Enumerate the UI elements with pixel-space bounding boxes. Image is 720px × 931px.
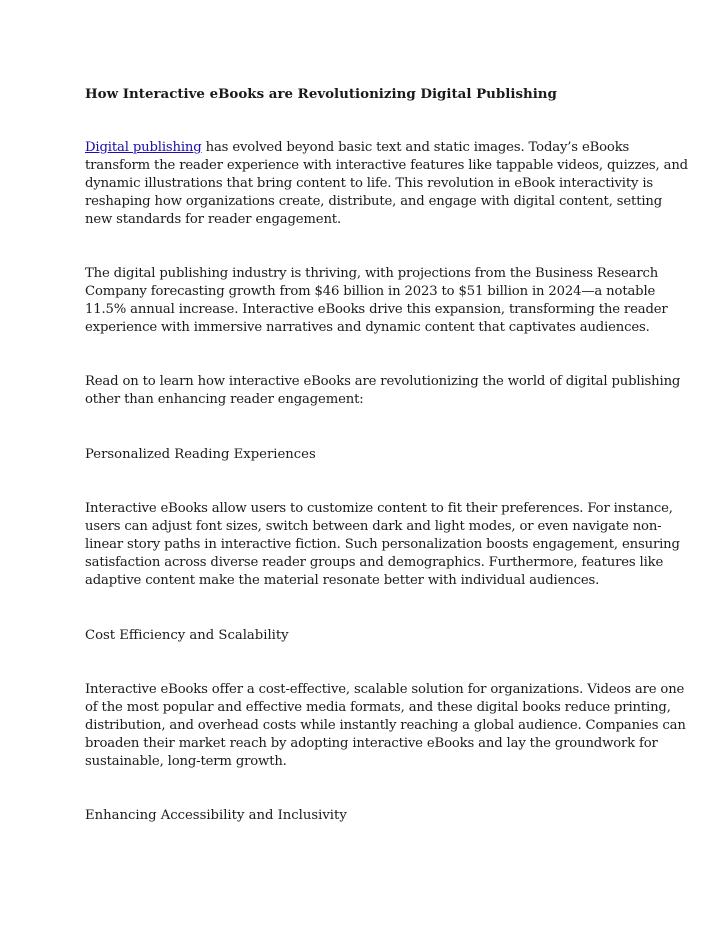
cost-efficiency-paragraph: [85, 681, 686, 771]
paragraph-line: satisfaction across diverse reader groups and demographics. Furthermore, features like: [85, 555, 664, 571]
paragraph-line: [85, 139, 645, 157]
paragraph-line: reshaping how organizations create, distribute, and engage with digital content, setting: [85, 194, 663, 210]
paragraph-line: users can adjust font sizes, switch between dark and light modes, or even navigate non-: [85, 519, 662, 535]
section-heading-accessibility: Enhancing Accessibility and Inclusivity: [85, 808, 347, 823]
section-heading-cost-efficiency: Cost Efficiency and Scalability: [85, 628, 289, 643]
digital-publishing-link[interactable]: Digital publishing: [85, 140, 202, 155]
paragraph-line: linear story paths in interactive fiction. Such personalization boosts engagement, ensuring: [85, 537, 680, 553]
read-on-paragraph: [85, 373, 681, 409]
paragraph-line: Company forecasting growth from $46 billion in 2023 to $51 billion in 2024—a notable: [85, 284, 656, 300]
paragraph-line: Read on to learn how interactive eBooks are revolutionizing the world of digital publishing: [85, 374, 681, 389]
paragraph-line: experience with immersive narratives and dynamic content that captivates audiences.: [85, 320, 650, 336]
section-heading-personalized-reading: Personalized Reading Experiences: [85, 447, 316, 462]
paragraph-line: 11.5% annual increase. Interactive eBooks drive this expansion, transforming the reader: [85, 302, 668, 318]
paragraph-line: sustainable, long-term growth.: [85, 754, 287, 770]
paragraph-line: transform the reader experience with interactive features like tappable videos, quizzes, and: [85, 158, 688, 174]
paragraph-line: adaptive content make the material resonate better with individual audiences.: [85, 573, 600, 589]
paragraph-line-text: has evolved beyond basic text and static images. Today’s eBooks: [201, 140, 630, 155]
paragraph-line: new standards for reader engagement.: [85, 212, 341, 228]
industry-paragraph: [85, 265, 668, 337]
paragraph-line: Interactive eBooks allow users to customize content to fit their preferences. For instance,: [85, 501, 673, 516]
personalized-reading-paragraph: [85, 500, 680, 590]
document-title: How Interactive eBooks are Revolutionizing Digital Publishing: [85, 86, 557, 102]
paragraph-line: The digital publishing industry is thriving, with projections from the Business Research: [85, 266, 659, 281]
paragraph-line: Interactive eBooks offer a cost-effective, scalable solution for organizations. Videos are one: [85, 682, 685, 697]
paragraph-line: other than enhancing reader engagement:: [85, 392, 364, 408]
intro-paragraph: [85, 139, 688, 229]
paragraph-line: broaden their market reach by adopting interactive eBooks and lay the groundwork for: [85, 736, 658, 752]
paragraph-line: dynamic illustrations that bring content to life. This revolution in eBook interactivity is: [85, 176, 654, 192]
paragraph-line: distribution, and overhead costs while instantly reaching a global audience. Companies can: [85, 718, 686, 734]
paragraph-line: of the most popular and effective media formats, and these digital books reduce printing,: [85, 700, 671, 716]
